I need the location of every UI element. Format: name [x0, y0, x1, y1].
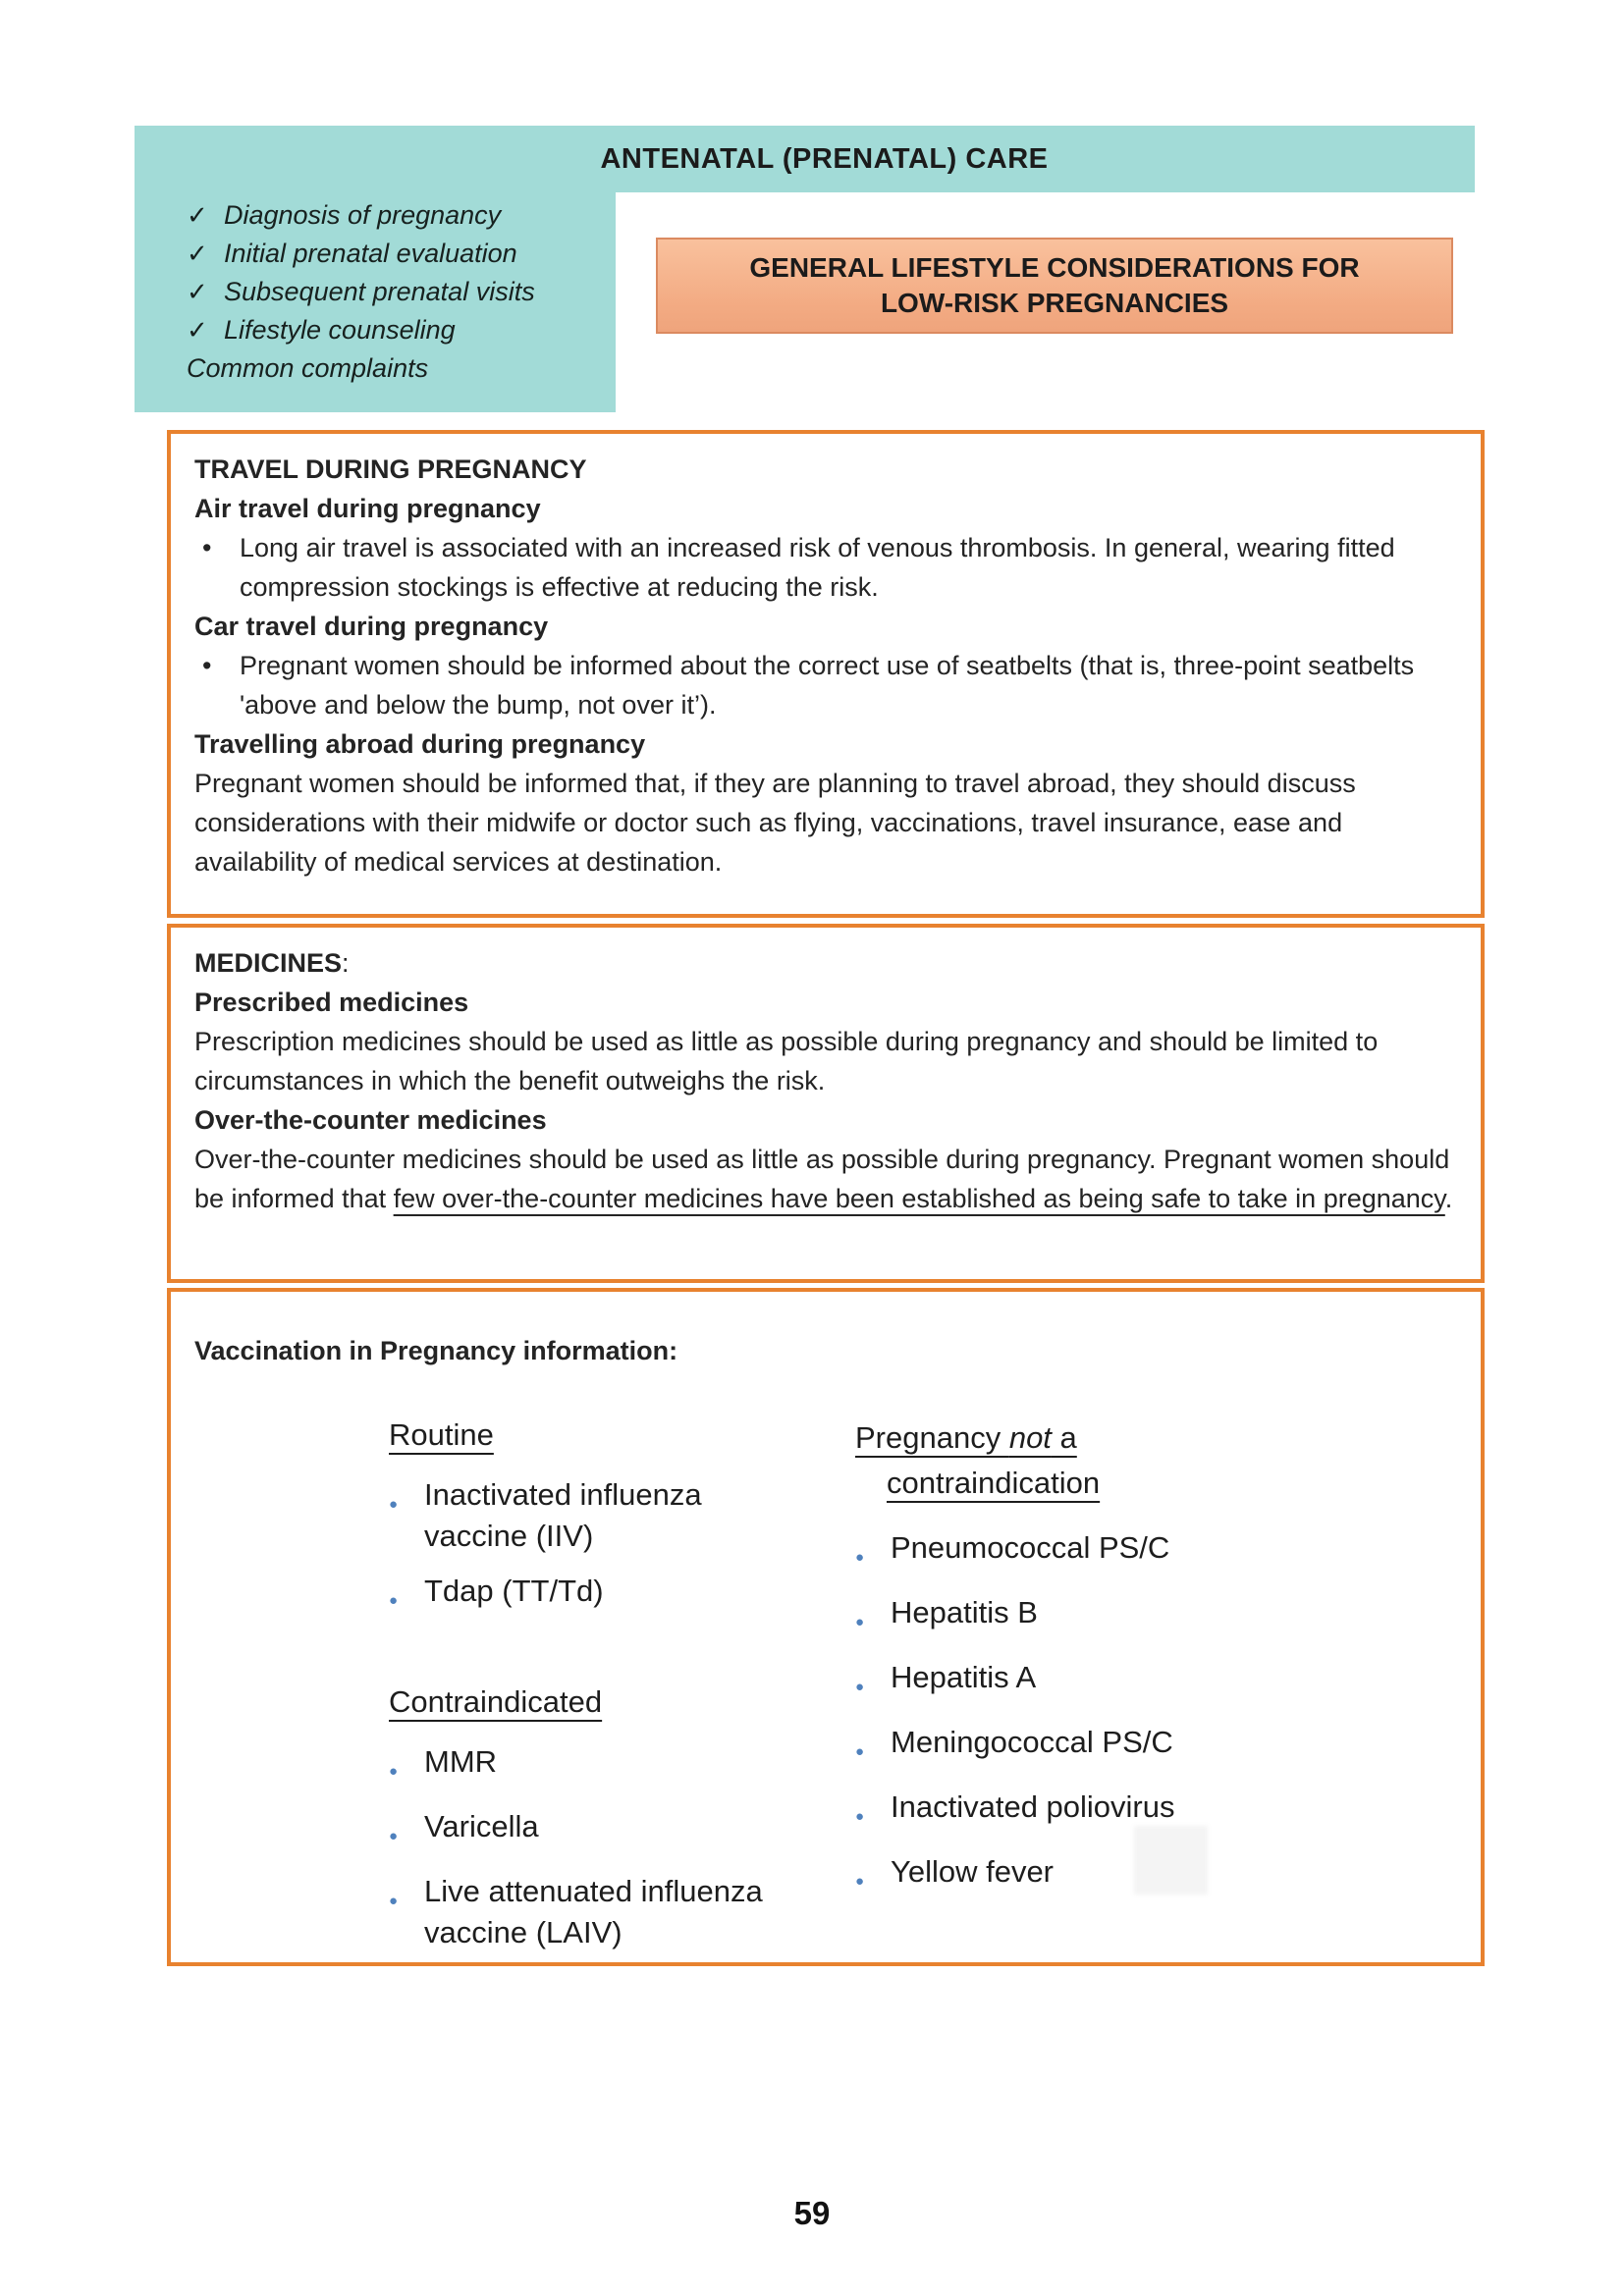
vaccine-name: Varicella [424, 1809, 539, 1843]
list-item [187, 235, 609, 273]
subsection-heading: Travelling abroad during pregnancy [194, 729, 646, 759]
spacer [389, 1635, 777, 1682]
heading-text-italic: not [1008, 1420, 1052, 1455]
section-banner-title: GENERAL LIFESTYLE CONSIDERATIONS FOR LOW-RISK PREGNANCIES [749, 252, 1360, 318]
bullet-item [194, 528, 1457, 607]
bullet-icon: ● [855, 1808, 865, 1825]
checklist-label: Initial prenatal evaluation [224, 239, 517, 268]
bullet-icon: ● [389, 1496, 399, 1513]
vaccine-name: MMR [424, 1744, 498, 1779]
heading-text: Pregnancy [855, 1420, 1009, 1455]
column-heading: Contraindicated [389, 1684, 603, 1719]
vaccine-name: Inactivated poliovirus [891, 1789, 1175, 1824]
bullet-icon: ● [389, 1828, 399, 1844]
vaccine-item [855, 1787, 1307, 1838]
bullet-icon: ● [389, 1893, 399, 1909]
vaccine-item [389, 1741, 777, 1792]
section-title: Vaccination in Pregnancy information: [194, 1336, 678, 1365]
checklist-label: Common complaints [187, 353, 429, 383]
section-title: TRAVEL DURING PREGNANCY [194, 454, 587, 484]
section-banner [656, 238, 1453, 334]
checklist-label: Subsequent prenatal visits [224, 277, 535, 306]
underlined-text: few over-the-counter medicines have been established as being safe to take in pregnancy [393, 1184, 1445, 1213]
bullet-text: Pregnant women should be informed about the correct use of seatbelts (that is, three-point seatbelts 'above and below the bump, not over it’). [240, 651, 1415, 720]
vaccination-left-column [389, 1415, 777, 1967]
vaccine-name: Inactivated influenza vaccine (IIV) [424, 1477, 702, 1553]
bullet-icon: ● [855, 1679, 865, 1695]
bullet-icon: ● [855, 1743, 865, 1760]
subsection-heading: Air travel during pregnancy [194, 494, 541, 523]
vaccine-item [389, 1806, 777, 1857]
column-heading: Routine [389, 1417, 494, 1452]
vaccine-item [855, 1851, 1307, 1902]
subsection-heading: Over-the-counter medicines [194, 1105, 547, 1135]
paragraph-text: Over-the-counter medicines should be used as little as possible during pregnancy. Pregnant women should be informed that [194, 1145, 1450, 1213]
vaccination-section-box [167, 1288, 1485, 1966]
page-title: ANTENATAL (PRENATAL) CARE [600, 142, 1049, 175]
bullet-icon: ● [855, 1614, 865, 1630]
vaccine-item [389, 1474, 777, 1557]
checkmark-icon: ✓ [187, 315, 208, 345]
subsection-heading: Car travel during pregnancy [194, 612, 549, 641]
paragraph-text: . [1444, 1184, 1453, 1213]
medicines-section-box [167, 924, 1485, 1283]
vaccination-right-column [855, 1415, 1307, 1967]
vaccine-name: Live attenuated influenza vaccine (LAIV) [424, 1874, 763, 1949]
vaccination-columns [389, 1415, 1457, 1967]
bullet-icon: ● [855, 1549, 865, 1566]
bullet-icon: • [202, 533, 212, 562]
bullet-icon: • [202, 651, 212, 680]
subsection-heading: Prescribed medicines [194, 988, 469, 1017]
section-title-colon: : [342, 948, 350, 978]
bullet-icon: ● [389, 1763, 399, 1780]
checklist-label: Lifestyle counseling [224, 315, 456, 345]
vaccine-item [389, 1571, 777, 1622]
vaccine-name: Meningococcal PS/C [891, 1725, 1173, 1759]
checkmark-icon: ✓ [187, 277, 208, 306]
topic-checklist [187, 196, 609, 388]
list-item [187, 273, 609, 311]
list-item [187, 349, 609, 388]
bullet-item [194, 646, 1457, 724]
page-number: 59 [793, 2195, 831, 2231]
bullet-icon: ● [855, 1873, 865, 1890]
paragraph: Pregnant women should be informed that, if they are planning to travel abroad, they should discuss considerations with their midwife or doctor such as flying, vaccinations, travel insurance, ease and availability of medical services at destination. [194, 769, 1356, 877]
section-title [194, 943, 1457, 983]
vaccine-item [389, 1871, 777, 1953]
vaccine-item [855, 1592, 1307, 1643]
vaccine-name: Hepatitis A [891, 1660, 1037, 1694]
vaccine-item [855, 1657, 1307, 1708]
vaccine-name: Pneumococcal PS/C [891, 1530, 1170, 1565]
heading-line [855, 1415, 1077, 1461]
vaccine-item [855, 1722, 1307, 1773]
paragraph: Prescription medicines should be used as little as possible during pregnancy and should be limited to circumstances in which the benefit outweighs the risk. [194, 1027, 1379, 1095]
list-item [187, 196, 609, 235]
bullet-text: Long air travel is associated with an increased risk of venous thrombosis. In general, wearing fitted compression stockings is effective at reducing the risk. [240, 533, 1395, 602]
heading-text: a [1051, 1420, 1077, 1455]
bullet-icon: ● [389, 1592, 399, 1609]
vaccine-item [855, 1527, 1307, 1578]
page-header [135, 126, 1475, 192]
list-item [187, 311, 609, 349]
section-title-text: MEDICINES [194, 948, 343, 978]
heading-line: contraindication [887, 1466, 1101, 1500]
vaccine-name: Hepatitis B [891, 1595, 1038, 1629]
column-heading [855, 1415, 1307, 1506]
checkmark-icon: ✓ [187, 239, 208, 268]
checklist-label: Diagnosis of pregnancy [224, 200, 502, 230]
paragraph [194, 1140, 1457, 1218]
vaccine-name: Yellow fever [891, 1854, 1055, 1889]
vaccine-name: Tdap (TT/Td) [424, 1574, 604, 1608]
scan-artifact [1134, 1826, 1208, 1895]
checkmark-icon: ✓ [187, 200, 208, 230]
travel-section-box [167, 430, 1485, 918]
